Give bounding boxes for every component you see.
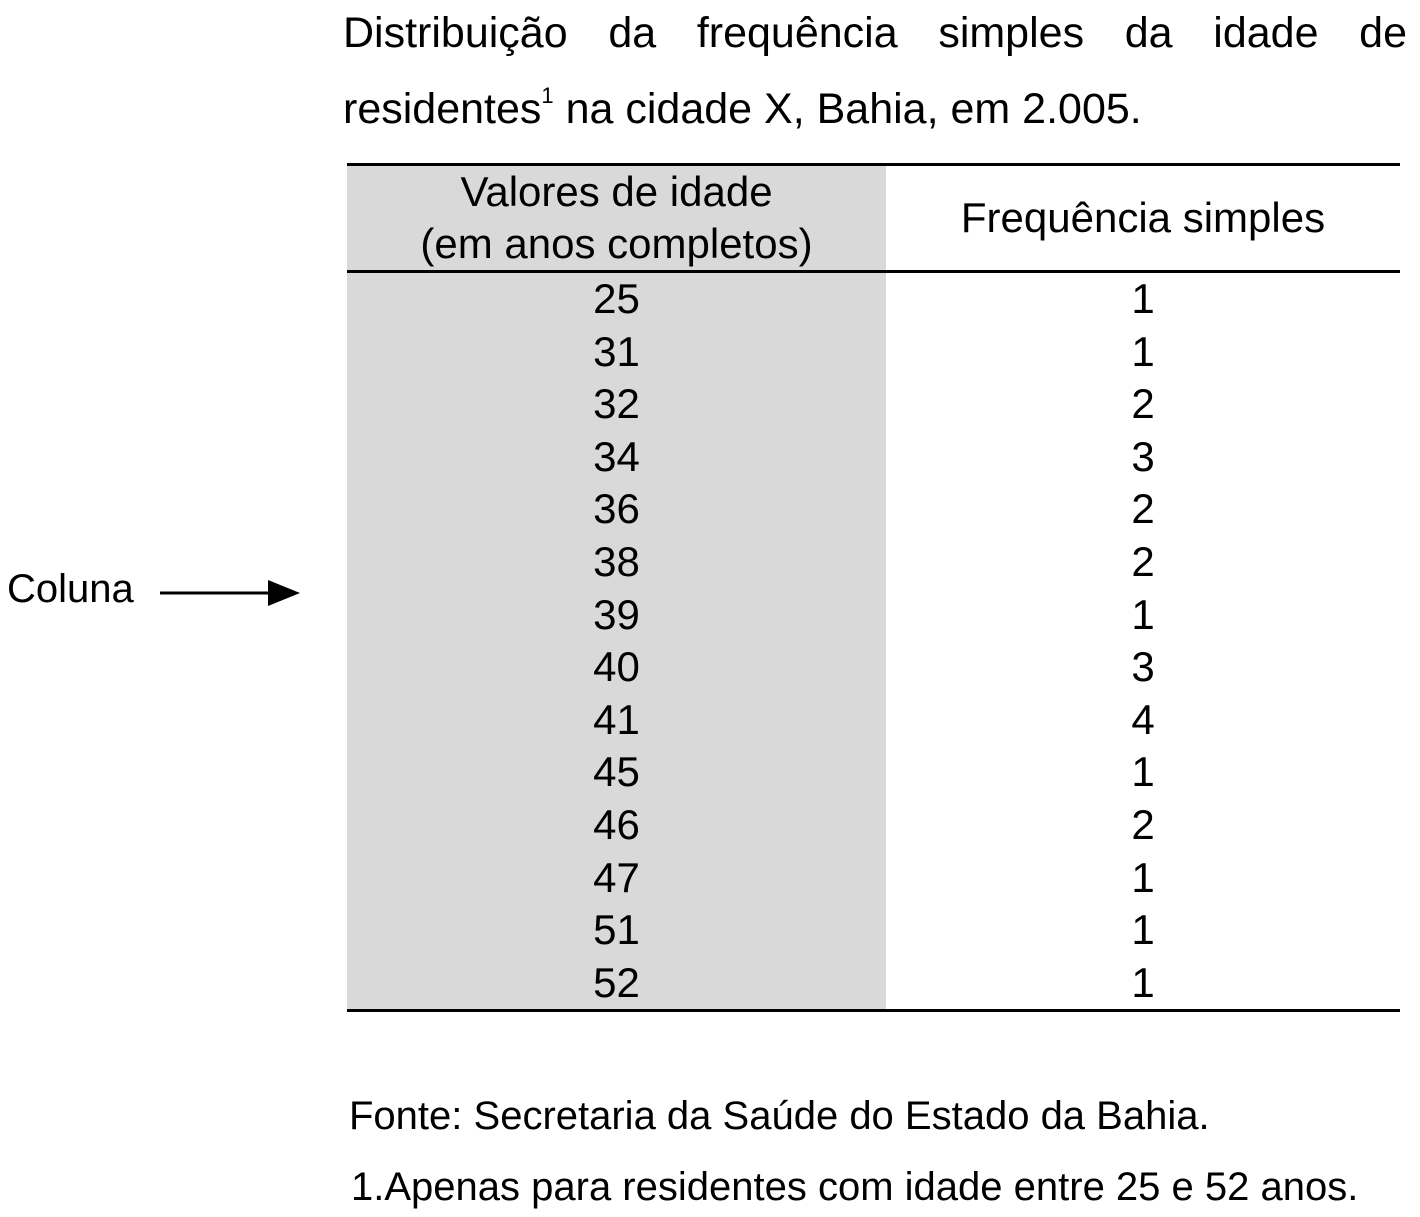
table-title-line-2 (343, 83, 1407, 133)
frequency-cell: 1 (1131, 275, 1155, 322)
table-row (347, 957, 1400, 1011)
frequency-cell: 4 (1131, 695, 1155, 743)
table-row (347, 431, 1400, 484)
age-value-cell: 52 (347, 957, 886, 1011)
table-row (347, 378, 1400, 431)
age-value-cell: 39 (347, 589, 886, 642)
frequency-cell: 3 (1131, 432, 1155, 480)
header-age-values (347, 165, 886, 272)
frequency-cell: 2 (1131, 800, 1155, 848)
title-word: simples (938, 9, 1085, 57)
frequency-table (347, 163, 1400, 1012)
frequency-cell: 1 (1131, 590, 1155, 638)
age-value-cell: 38 (347, 536, 886, 589)
table-row (347, 746, 1400, 799)
table-row (347, 799, 1400, 852)
table-row (347, 694, 1400, 747)
age-value-cell: 46 (347, 799, 886, 852)
frequency-cell: 2 (1131, 537, 1155, 585)
table-row (347, 483, 1400, 536)
age-value-cell: 45 (347, 746, 886, 799)
table-row (347, 536, 1400, 589)
age-value-cell: 51 (347, 904, 886, 957)
frequency-cell: 3 (1131, 643, 1155, 691)
title-prefix: residentes (343, 85, 542, 133)
table-row (347, 272, 1400, 326)
footnote: 1.Apenas para residentes com idade entre 25 e 52 anos. (351, 1165, 1359, 1209)
header-frequency: Frequência simples (886, 165, 1400, 272)
table-row (347, 589, 1400, 642)
frequency-cell: 2 (1131, 485, 1155, 533)
table-title-line-1 (343, 9, 1407, 57)
frequency-cell: 1 (1131, 327, 1155, 375)
age-value-cell: 47 (347, 852, 886, 905)
age-value-cell: 34 (347, 431, 886, 484)
table-header-row (347, 165, 1400, 272)
title-word: da (608, 9, 657, 57)
table-row (347, 641, 1400, 694)
title-word: idade (1213, 9, 1319, 57)
frequency-cell: 1 (1131, 906, 1155, 954)
age-value-cell: 32 (347, 378, 886, 431)
header-age-line-2: (em anos completos) (420, 220, 813, 267)
age-value-cell: 41 (347, 694, 886, 747)
source-note: Fonte: Secretaria da Saúde do Estado da Bahia. (349, 1094, 1210, 1138)
table-row (347, 852, 1400, 905)
frequency-cell: 1 (1131, 853, 1155, 901)
arrow-right-icon (160, 577, 302, 609)
title-word: frequência (696, 9, 898, 57)
table-body (347, 272, 1400, 1011)
age-value-cell: 36 (347, 483, 886, 536)
table-row (347, 904, 1400, 957)
title-word: Distribuição (343, 9, 568, 57)
age-value-cell: 31 (347, 326, 886, 379)
frequency-cell: 2 (1131, 380, 1155, 428)
title-word: da (1124, 9, 1173, 57)
footnote-marker: 1 (541, 83, 554, 108)
age-value-cell: 40 (347, 641, 886, 694)
title-word: de (1359, 9, 1407, 57)
frequency-cell: 1 (1131, 748, 1155, 796)
table-row (347, 326, 1400, 379)
frequency-cell: 1 (886, 957, 1400, 1011)
age-value-cell: 25 (347, 272, 886, 326)
frequency-table-container (347, 163, 1400, 1012)
column-annotation-label: Coluna (7, 567, 134, 611)
header-age-line-1: Valores de idade (460, 168, 773, 215)
title-suffix: na cidade X, Bahia, em 2.005. (553, 85, 1142, 133)
